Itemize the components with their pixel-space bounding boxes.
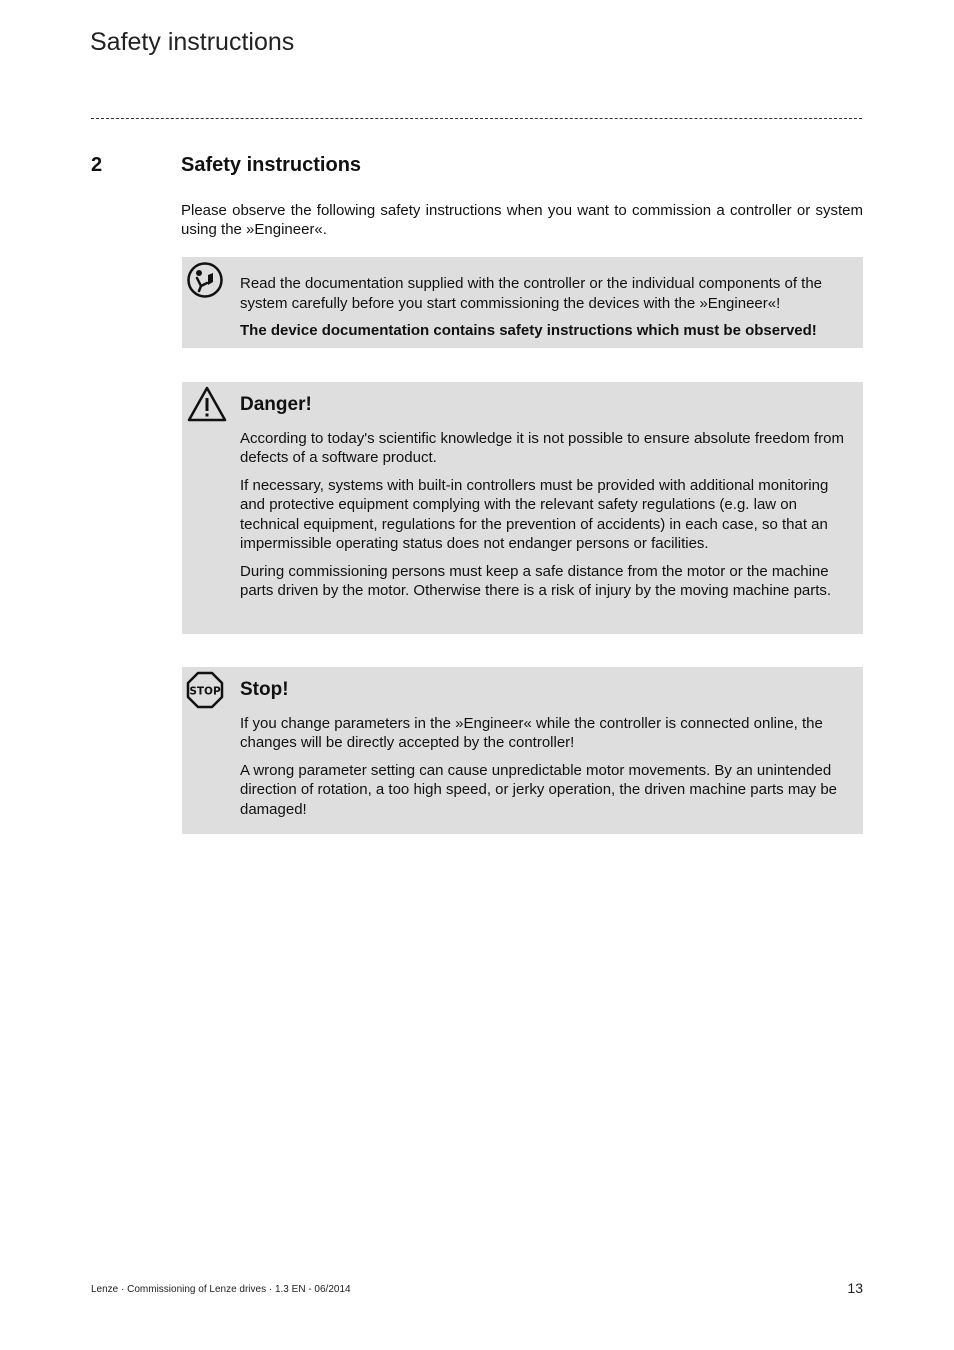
chapter-title: Safety instructions [181,154,362,176]
read-documentation-icon [186,261,224,299]
footer-document-info: Lenze · Commissioning of Lenze drives · 1.3 EN - 06/2014 [91,1284,351,1295]
stop-box [182,667,863,834]
chapter-number: 2 [91,154,103,176]
danger-paragraph-3: During commissioning persons must keep a safe distance from the motor or the machine parts driven by the motor. Otherwise there is a risk of injury by the moving machine parts. [240,562,832,599]
stop-heading: Stop! [240,679,289,700]
note-box [182,257,863,348]
stop-sign-icon [186,671,224,709]
note-paragraph: Read the documentation supplied with the controller or the individual components of the system carefully before you start commissioning the devices with the »Engineer«! [240,275,823,312]
note-content [240,274,849,349]
page-number: 13 [847,1280,863,1296]
stop-sign-text: STOP [189,685,221,698]
danger-heading: Danger! [240,394,312,415]
header-divider [91,118,862,119]
warning-triangle-icon [186,385,228,423]
danger-content [240,395,849,609]
stop-content [240,680,849,827]
stop-paragraph-1: If you change parameters in the »Engineer« while the controller is connected online, the changes will be directly accepted by the controller! [240,714,823,751]
danger-paragraph-1: According to today's scientific knowledge it is not possible to ensure absolute freedom from defects of a software product. [240,429,845,466]
danger-box [182,382,863,634]
note-bold-paragraph: The device documentation contains safety instructions which must be observed! [240,322,817,339]
running-header-title: Safety instructions [90,28,295,56]
intro-paragraph: Please observe the following safety instructions when you want to commission a controller or system using the »Engineer«. [181,202,863,238]
stop-paragraph-2: A wrong parameter setting can cause unpredictable motor movements. By an unintended direction of rotation, a too high speed, or jerky operation, the driven machine parts may be damaged! [240,761,838,818]
danger-paragraph-2: If necessary, systems with built-in controllers must be provided with additional monitoring and protective equipment complying with the relevant safety regulations (e.g. law on technical equipment, regulations for the prevention of accidents) in each case, so that an impermissible operating status does not endanger persons or facilities. [240,476,829,552]
